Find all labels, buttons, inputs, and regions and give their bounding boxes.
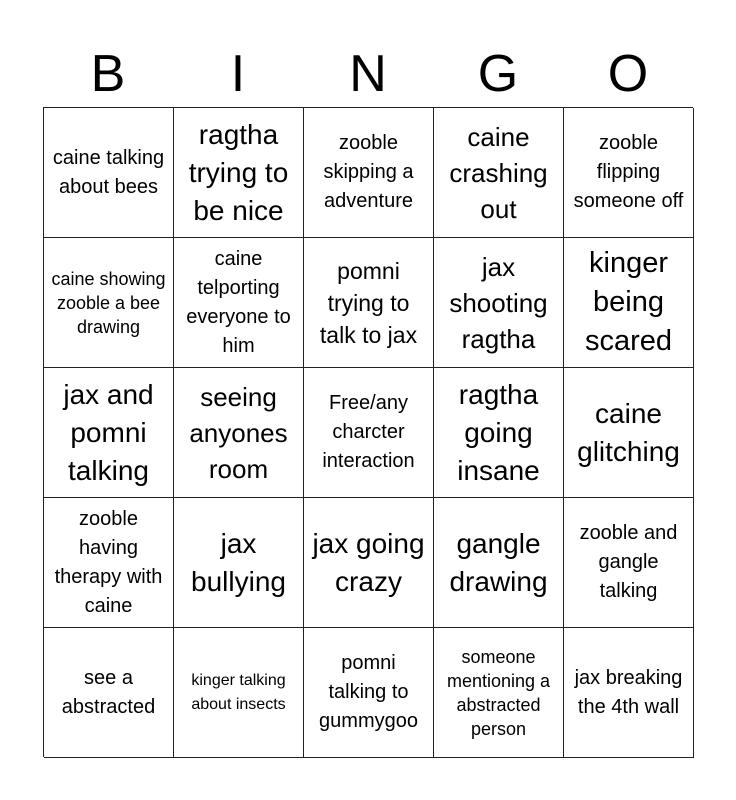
bingo-cell[interactable] [44,628,174,758]
bingo-cell[interactable] [434,108,564,238]
bingo-cell[interactable] [44,238,174,368]
cell-text: jax shooting ragtha [449,251,548,354]
bingo-cell[interactable] [564,498,694,628]
bingo-cell[interactable] [434,238,564,368]
cell-text: kinger talking about insects [191,671,286,713]
bingo-grid [43,107,693,757]
cell-text: caine talking about bees [52,146,165,198]
cell-text: caine showing zooble a bee drawing [51,268,166,337]
cell-text: zooble skipping a adventure [323,132,414,212]
cell-text: caine glitching [577,397,680,467]
bingo-cell[interactable] [174,628,304,758]
bingo-cell[interactable] [564,628,694,758]
cell-text: zooble flipping someone off [573,132,684,212]
bingo-cell[interactable] [44,108,174,238]
cell-text: jax bullying [191,527,286,597]
cell-text: see a abstracted [61,666,156,718]
cell-text: ragtha going insane [457,378,540,486]
cell-text: pomni trying to talk to jax [319,257,418,348]
header-letter-i: I [230,45,246,103]
bingo-cell[interactable] [304,108,434,238]
header-letter-b: B [90,45,126,103]
bingo-cell[interactable] [174,498,304,628]
header-letter-o: O [607,45,649,103]
bingo-cell[interactable] [564,108,694,238]
cell-text: zooble having therapy with caine [54,507,163,617]
bingo-cell[interactable] [44,498,174,628]
bingo-cell[interactable] [564,238,694,368]
cell-text: jax and pomni talking [63,378,154,486]
cell-text: kinger being scared [584,247,673,357]
cell-text: pomni talking to gummygoo [319,652,418,732]
cell-text: caine telporting everyone to him [186,247,291,357]
cell-text: someone mentioning a abstracted person [446,646,551,739]
bingo-cell[interactable] [44,368,174,498]
bingo-cell[interactable] [174,368,304,498]
cell-text: jax breaking the 4th wall [574,666,683,718]
bingo-cell[interactable] [304,628,434,758]
bingo-cell[interactable] [174,108,304,238]
cell-text: zooble and gangle talking [579,522,678,602]
cell-text: Free/any charcter interaction [322,392,415,472]
header-letter-g: G [477,45,519,103]
bingo-cell[interactable] [434,628,564,758]
cell-text: gangle drawing [449,527,548,597]
cell-text: seeing anyones room [189,381,288,484]
bingo-cell[interactable] [564,368,694,498]
header-letter-n: N [349,45,387,103]
bingo-cell[interactable] [304,498,434,628]
cell-text: caine crashing out [449,121,548,224]
bingo-cell[interactable] [434,368,564,498]
bingo-cell[interactable] [304,238,434,368]
bingo-cell[interactable] [434,498,564,628]
bingo-cell[interactable] [304,368,434,498]
bingo-header [43,40,693,108]
cell-text: jax going crazy [312,527,425,597]
bingo-cell[interactable] [174,238,304,368]
cell-text: ragtha trying to be nice [188,118,289,226]
